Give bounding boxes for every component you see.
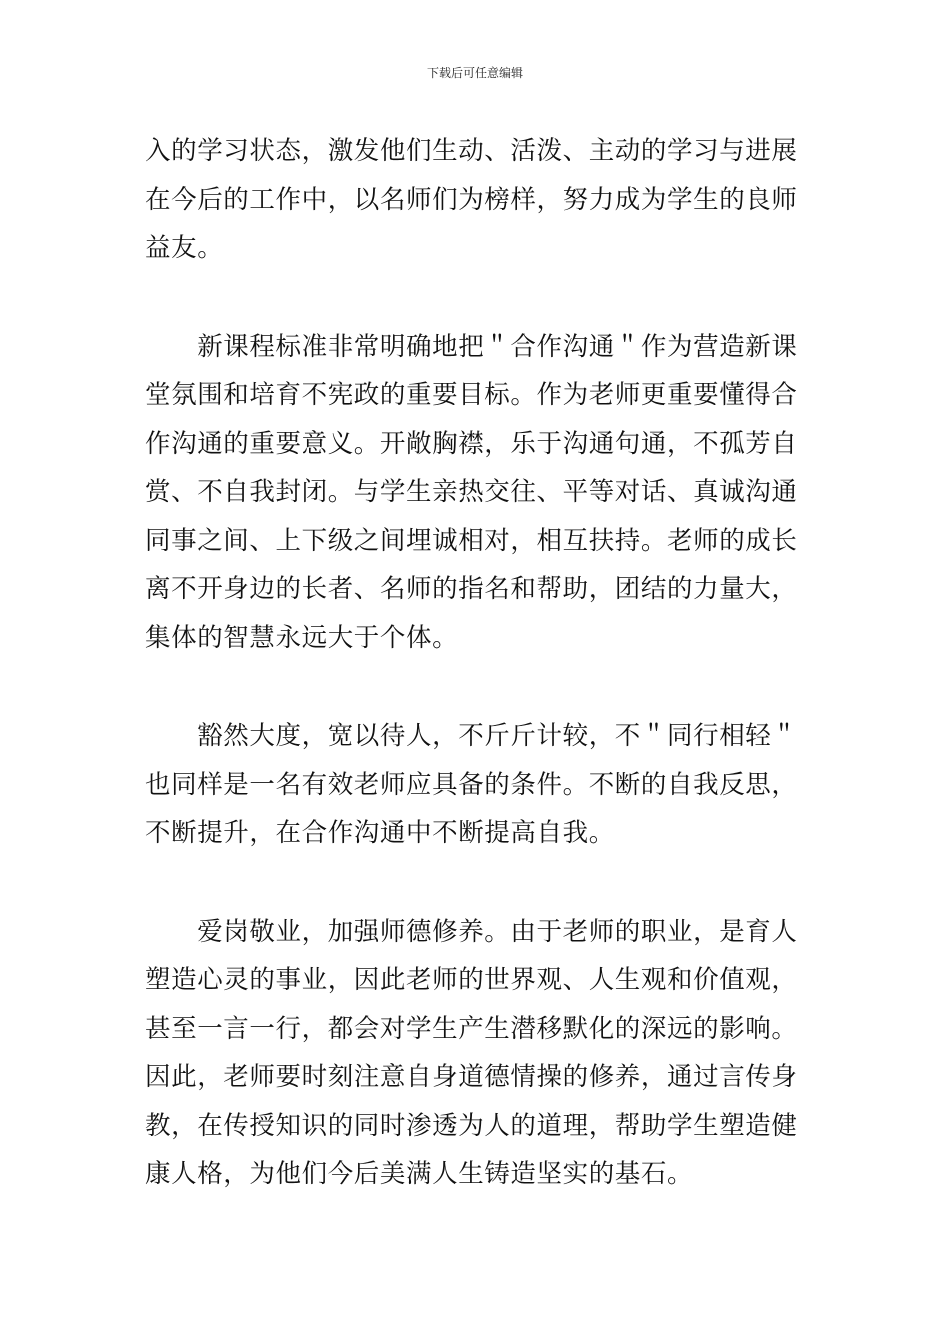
paragraph-spacer	[145, 273, 815, 323]
text-line: 甚至一言一行，都会对学生产生潜移默化的深远的影响。	[145, 1013, 798, 1044]
text-line: 作沟通的重要意义。开敞胸襟，乐于沟通句通，不孤芳自	[145, 428, 798, 459]
text-line: 堂氛围和培育不宪政的重要目标。作为老师更重要懂得合	[145, 380, 798, 410]
text-line: 爱岗敬业，加强师德修养。由于老师的职业，是育人	[145, 916, 798, 947]
document-body	[145, 127, 815, 1199]
paragraph-spacer	[145, 858, 815, 908]
text-line: 离不开身边的长者、名师的指名和帮助，团结的力量大，	[145, 574, 798, 604]
text-line: 因此，老师要时刻注意自身道德情操的修养，通过言传身	[145, 1062, 798, 1092]
paragraph-2	[145, 323, 815, 663]
text-line: 赏、不自我封闭。与学生亲热交往、平等对话、真诚沟通	[145, 477, 798, 507]
text-line: 也同样是一名有效老师应具备的条件。不断的自我反思，	[145, 769, 798, 800]
paragraph-spacer	[145, 662, 815, 712]
page-header-caption: 下载后可任意编辑	[426, 66, 523, 80]
text-line: 教，在传授知识的同时渗透为人的道理，帮助学生塑造健	[145, 1110, 798, 1141]
text-line: 益友。	[145, 233, 224, 263]
paragraph-1	[145, 127, 815, 273]
text-line: 新课程标准非常明确地把＂合作沟通＂作为营造新课	[145, 331, 798, 362]
text-line: 入的学习状态，激发他们生动、活泼、主动的学习与进展	[145, 136, 798, 166]
text-line: 不断提升，在合作沟通中不断提高自我。	[145, 818, 615, 848]
text-line: 在今后的工作中，以名师们为榜样，努力成为学生的良师	[145, 184, 798, 215]
text-line: 豁然大度，宽以待人，不斤斤计较，不＂同行相轻＂	[145, 721, 798, 751]
text-line: 集体的智慧永远大于个体。	[145, 622, 459, 653]
text-line: 同事之间、上下级之间埋诚相对，相互扶持。老师的成长	[145, 525, 798, 556]
paragraph-3	[145, 712, 815, 858]
text-line: 康人格，为他们今后美满人生铸造坚实的基石。	[145, 1159, 694, 1189]
paragraph-4	[145, 908, 815, 1199]
text-line: 塑造心灵的事业，因此老师的世界观、人生观和价值观，	[145, 965, 798, 995]
